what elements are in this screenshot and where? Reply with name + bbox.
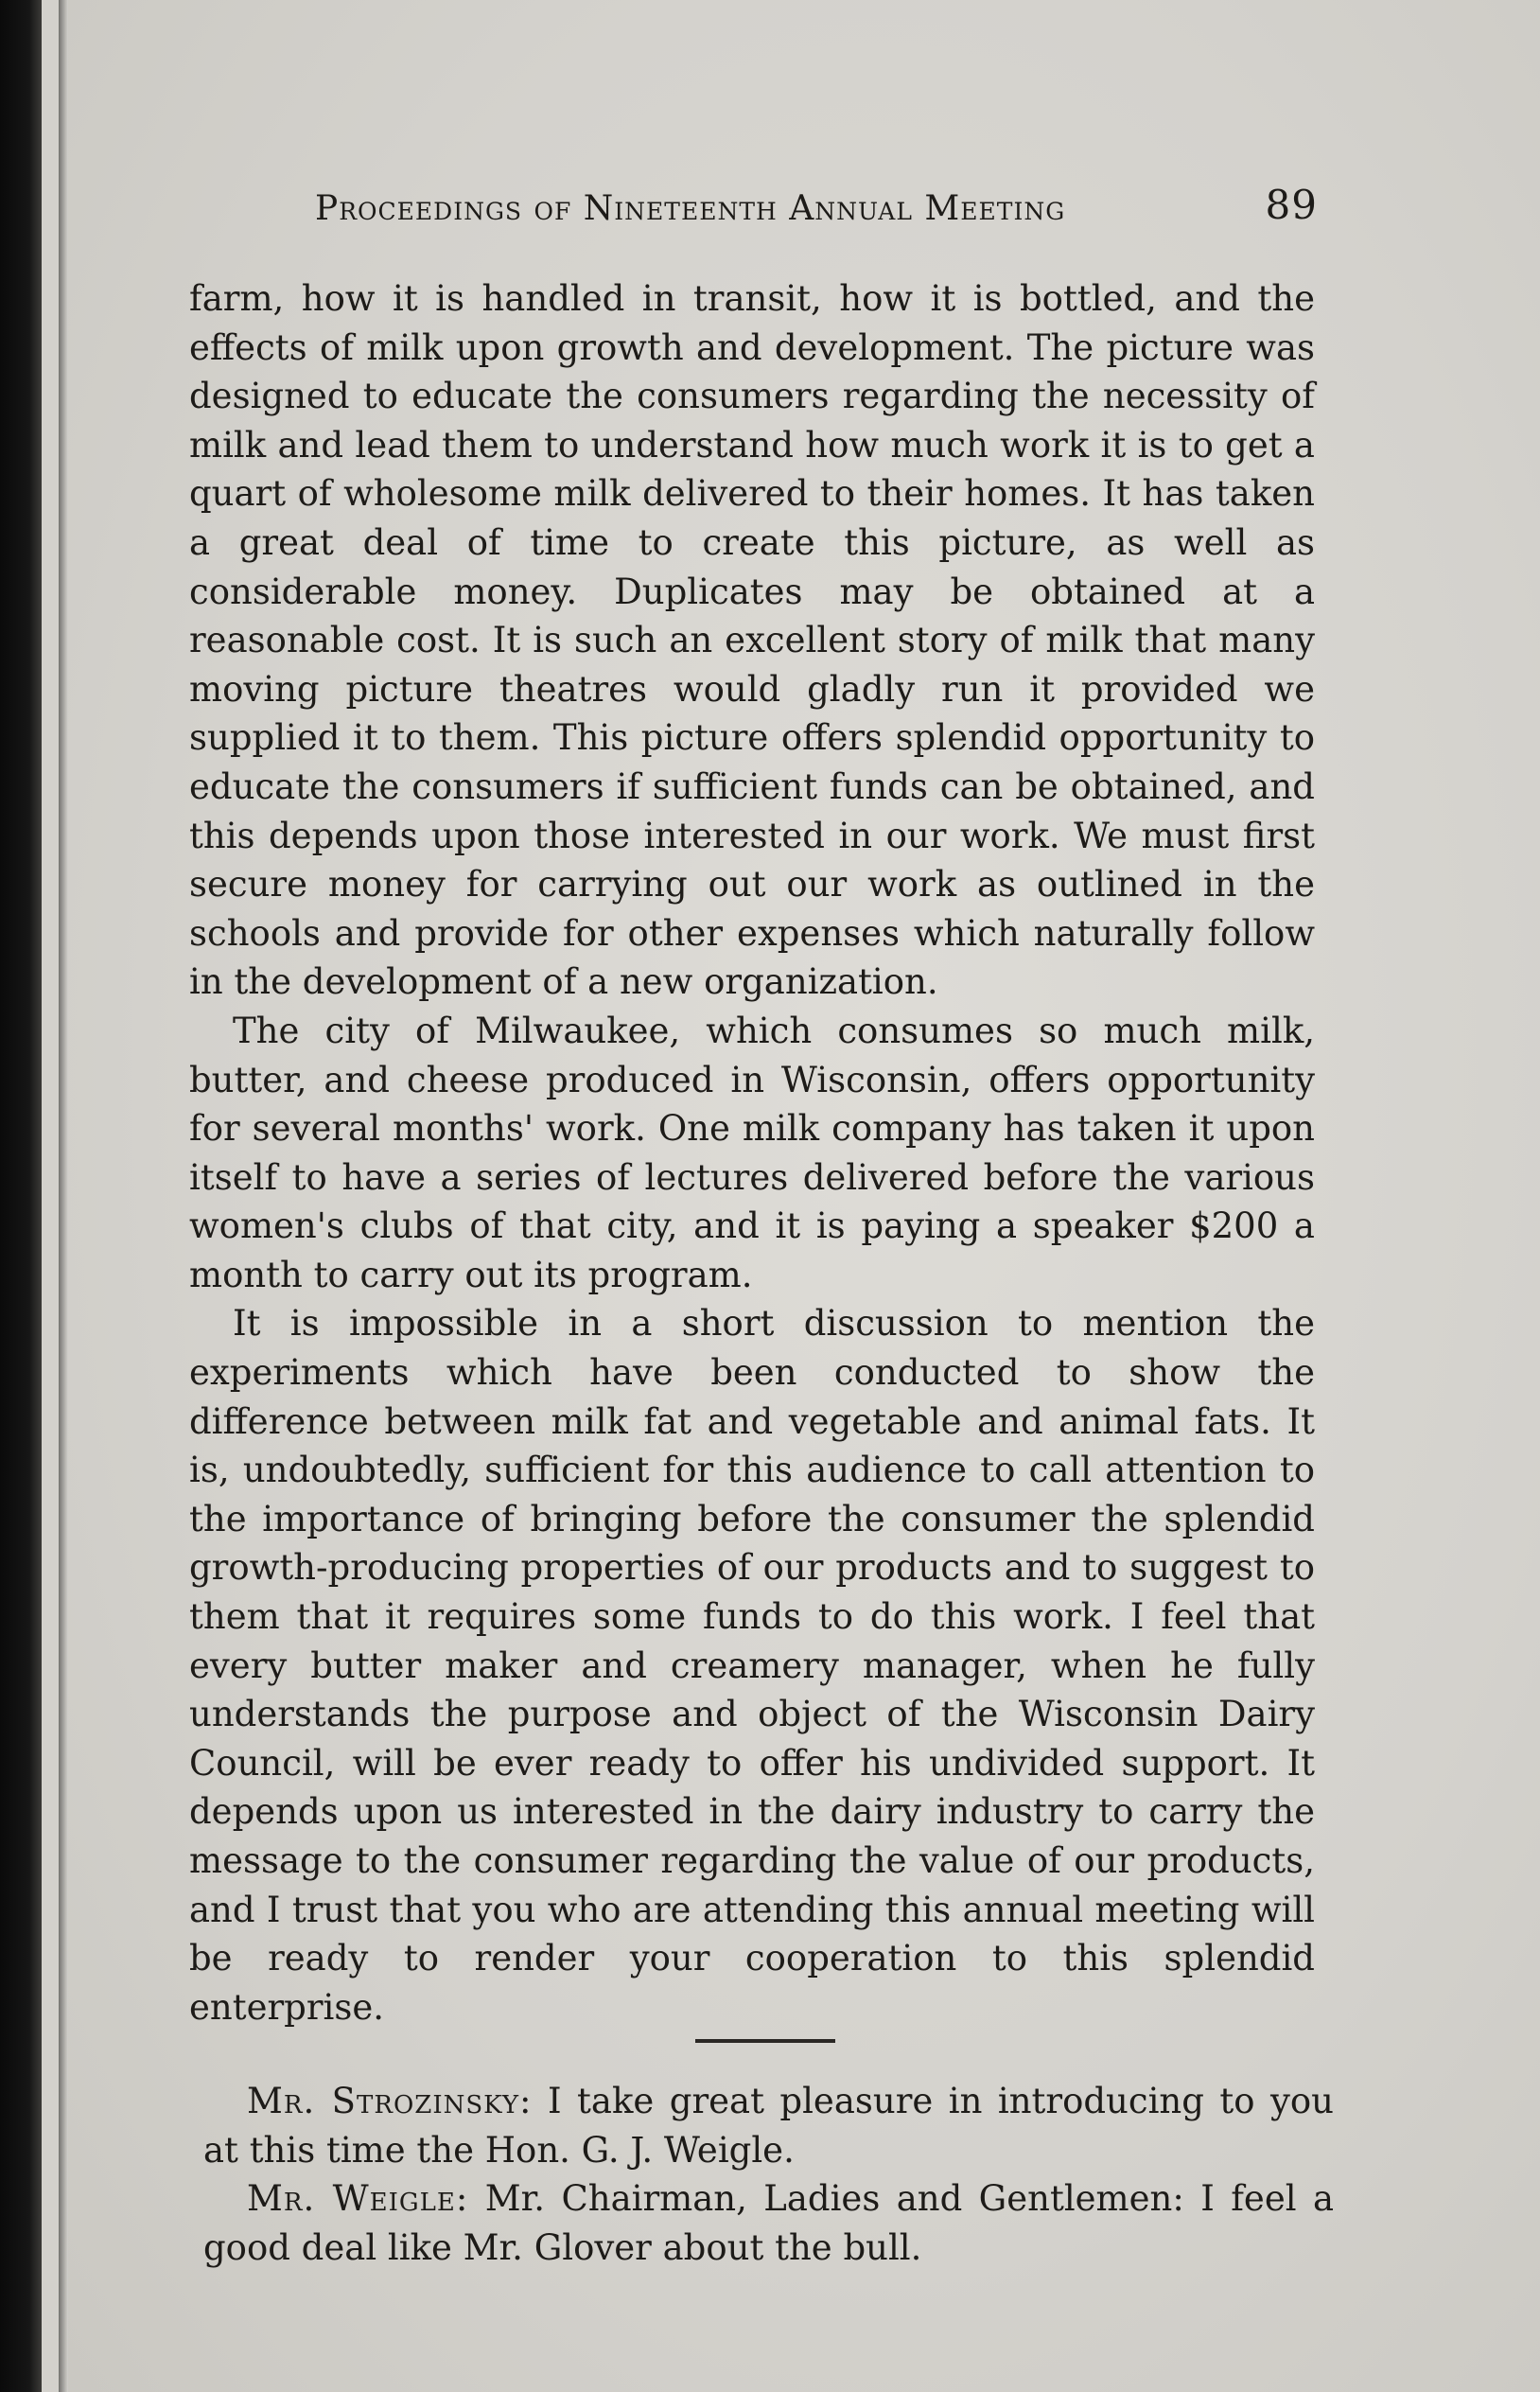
speaker-name: Mr. Strozinsky: bbox=[247, 2081, 533, 2121]
speech-text: I take great pleasure in introducing to you at this time the Hon. G. J. Weigle. bbox=[203, 2081, 1335, 2171]
dialogue-line bbox=[203, 2174, 1334, 2272]
running-header bbox=[315, 182, 1318, 238]
paragraph: It is impossible in a short discussion to mention the experiments which have been conducted to show the difference between milk fat and vegetable and animal fats. It is, undoubtedly, sufficient for this audience to call attention to the importance of bringing before the consumer the splendid growth-producing properties of our products and to suggest to them that it requires some funds to do this work. I feel that every butter maker and creamery manager, when he fully understands the purpose and object of the Wisconsin Dairy Council, will be ever ready to offer his undivided support. It depends upon us interested in the dairy industry to carry the message to the consumer regarding the value of our products, and I trust that you who are attending this annual meeting will be ready to render your cooperation to this splendid enterprise. bbox=[189, 1303, 1315, 2028]
page-number: 89 bbox=[1265, 182, 1318, 228]
paragraph: farm, how it is handled in transit, how it is bottled, and the effects of milk upon growth and development. The picture was designed to educate the consumers regarding the necessity of milk and lead them to understand how much work it is to get a quart of wholesome milk delivered to their homes. It has taken a great deal of time to create this picture, as well as considerable money. Duplicates may be obtained at a reasonable cost. It is such an excellent story of milk that many moving picture theatres would gladly run it provided we supplied it to them. This picture offers splendid opportunity to educate the consumers if sufficient funds can be obtained, and this depends upon those interested in our work. We must first secure money for carrying out our work as outlined in the schools and provide for other expenses which naturally follow in the development of a new organization. bbox=[189, 278, 1315, 1003]
section-divider bbox=[695, 2039, 835, 2043]
dialogue-section bbox=[203, 2077, 1334, 2272]
dialogue-line bbox=[203, 2077, 1334, 2174]
body-text bbox=[189, 274, 1315, 2031]
speaker-name: Mr. Weigle: bbox=[247, 2178, 469, 2220]
speech-text: Mr. Chairman, Ladies and Gentlemen: I feel a good deal like Mr. Glover about the bull. bbox=[203, 2178, 1335, 2268]
paragraph: The city of Milwaukee, which consumes so much milk, butter, and cheese produced in Wisconsin, offers opportunity for several months' work. One milk company has taken it upon itself to have a series of lectures delivered before the various women's clubs of that city, and it is paying a speaker $200 a month to carry out its program. bbox=[189, 1010, 1315, 1295]
page-gutter-shadow bbox=[59, 0, 68, 2392]
book-spine-shadow bbox=[0, 0, 42, 2392]
running-title: Proceedings of Nineteenth Annual Meeting bbox=[315, 189, 1066, 228]
